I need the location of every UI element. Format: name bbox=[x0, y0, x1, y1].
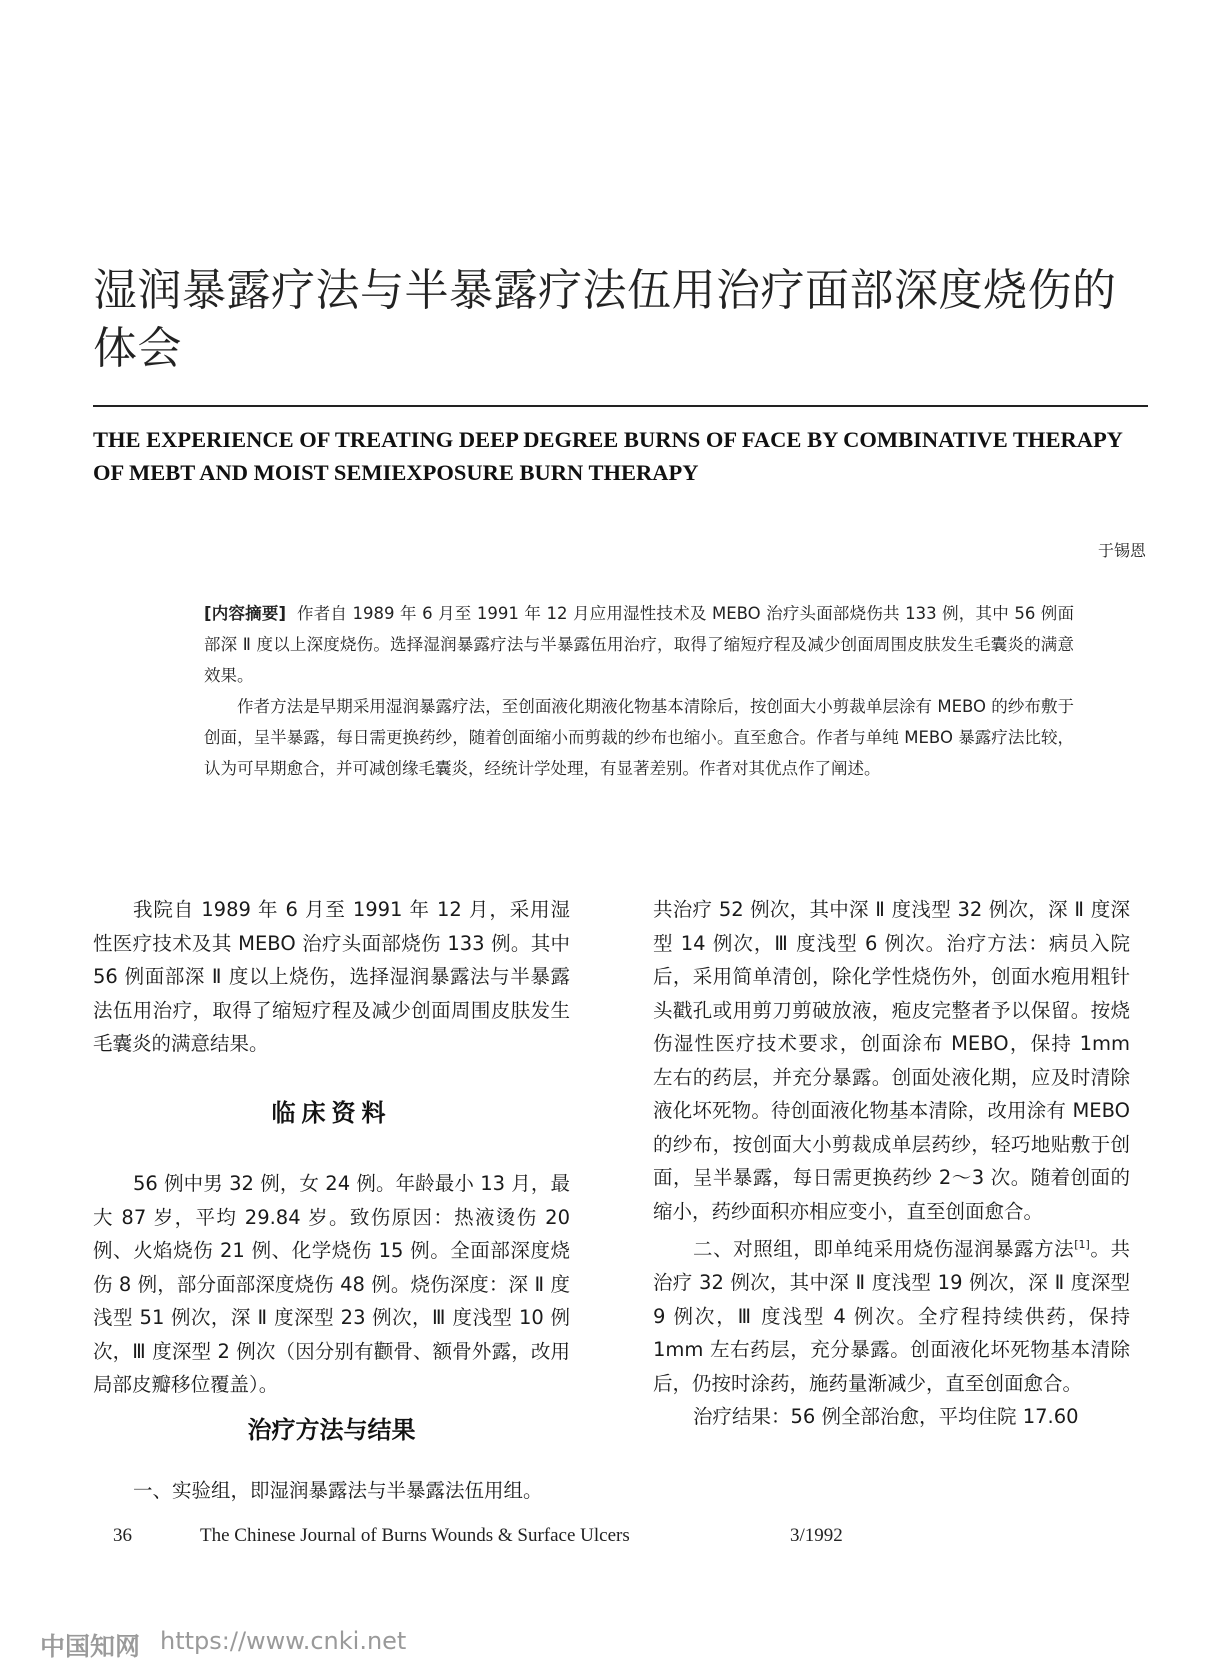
page-number: 36 bbox=[113, 1525, 132, 1546]
issue-number: 3/1992 bbox=[790, 1525, 843, 1546]
abstract-paragraph-2: 作者方法是早期采用湿润暴露疗法，至创面液化期液化物基本清除后，按创面大小剪裁单层涂有 MEBO 的纱布敷于创面，呈半暴露，每日需更换药纱，随着创面缩小而剪裁的纱布也缩小。直至愈合。作者与单纯 MEBO 暴露疗法比较，认为可早期愈合，并可减创缘毛囊炎，经统计学处理，有显著差别。作者对其优点作了阐述。 bbox=[204, 697, 1074, 778]
author-name: 于锡恩 bbox=[1097, 541, 1146, 560]
abstract-text-1: 作者自 1989 年 6 月至 1991 年 12 月应用湿性技术及 MEBO 治疗头面部烧伤共 133 例，其中 56 例面部深 Ⅱ 度以上深度烧伤。选择湿润暴露疗法与半暴露伍用治疗，取得了缩短疗程及减少创面周围皮肤发生毛囊炎的满意效果。 bbox=[204, 604, 1074, 685]
group1-paragraph: 共治疗 52 例次，其中深 Ⅱ 度浅型 32 例次，深 Ⅱ 度深型 14 例次，Ⅲ 度浅型 6 例次。治疗方法：病员入院后，采用简单清创，除化学性烧伤外，创面水疱用粗针头戳孔或用剪刀剪破放液，疱皮完整者予以保留。按烧伤湿性医疗技术要求，创面涂布 MEBO，保持 1mm 左右的药层，并充分暴露。创面处液化期，应及时清除液化坏死物。待创面液化物基本清除，改用涂有 MEBO 的纱布，按创面大小剪裁成单层药纱，轻巧地贴敷于创面，呈半暴露，每日需更换药纱 2～3 次。随着创面的缩小，药纱面积亦相应变小，直至创面愈合。 bbox=[653, 898, 1130, 1223]
title-rule bbox=[93, 405, 1148, 407]
heading-clinical-data: 临床资料 bbox=[271, 1099, 392, 1127]
group2-text-b: 。共治疗 32 例次，其中深 Ⅱ 度浅型 19 例次，深 Ⅱ 度深型 9 例次，Ⅲ 度浅型 4 例次。全疗程持续供药，保持 1mm 左右药层，充分暴露。创面液化坏死物基本清除后，仍按时涂药，施药量渐减少，直至创面愈合。 bbox=[653, 1237, 1130, 1395]
chinese-title: 湿润暴露疗法与半暴露疗法伍用治疗面部深度烧伤的体会 bbox=[93, 265, 1117, 374]
group2-paragraph bbox=[653, 1228, 1130, 1400]
abstract bbox=[204, 598, 1074, 784]
group1-intro-block bbox=[93, 1474, 570, 1508]
intro-paragraph: 我院自 1989 年 6 月至 1991 年 12 月，采用湿性医疗技术及其 MEBO 治疗头面部烧伤 133 例。其中 56 例面部深 Ⅱ 度以上烧伤，选择湿润暴露法与半暴露法伍用治疗，取得了缩短疗程及减少创面周围皮肤发生毛囊炎的满意结果。 bbox=[93, 898, 570, 1055]
result-paragraph: 治疗结果：56 例全部治愈，平均住院 17.60 bbox=[693, 1405, 1079, 1428]
group2-text-a: 二、对照组，即单纯采用烧伤湿润暴露方法 bbox=[693, 1237, 1075, 1261]
left-column bbox=[93, 893, 570, 1061]
cnki-url[interactable]: https://www.cnki.net bbox=[160, 1627, 407, 1655]
cnki-logo: 中国知网 bbox=[40, 1632, 141, 1661]
journal-name: The Chinese Journal of Burns Wounds & Surface Ulcers bbox=[200, 1525, 630, 1546]
abstract-label: [内容摘要] bbox=[204, 604, 287, 623]
english-title: THE EXPERIENCE OF TREATING DEEP DEGREE BURNS OF FACE BY COMBINATIVE THERAPY OF MEBT AND MOIST SEMIEXPOSURE BURN THERAPY bbox=[93, 427, 1123, 485]
clinical-section bbox=[93, 1167, 570, 1402]
group1-intro: 一、实验组，即湿润暴露法与半暴露法伍用组。 bbox=[133, 1479, 543, 1502]
clinical-paragraph: 56 例中男 32 例，女 24 例。年龄最小 13 月，最大 87 岁，平均 29.84 岁。致伤原因：热液烫伤 20 例、火焰烧伤 21 例、化学烧伤 15 例。全面部深度烧伤 8 例，部分面部深度烧伤 48 例。烧伤深度：深 Ⅱ 度浅型 51 例次，深 Ⅱ 度深型 23 例次，Ⅲ 度浅型 10 例次，Ⅲ 度深型 2 例次（因分别有颧骨、额骨外露，改用局部皮瓣移位覆盖）。 bbox=[93, 1172, 570, 1396]
heading-treatment: 治疗方法与结果 bbox=[247, 1416, 416, 1444]
reference-marker[interactable]: [1] bbox=[1074, 1238, 1090, 1251]
right-column bbox=[653, 893, 1130, 1434]
abstract-paragraph-1 bbox=[204, 598, 1074, 691]
